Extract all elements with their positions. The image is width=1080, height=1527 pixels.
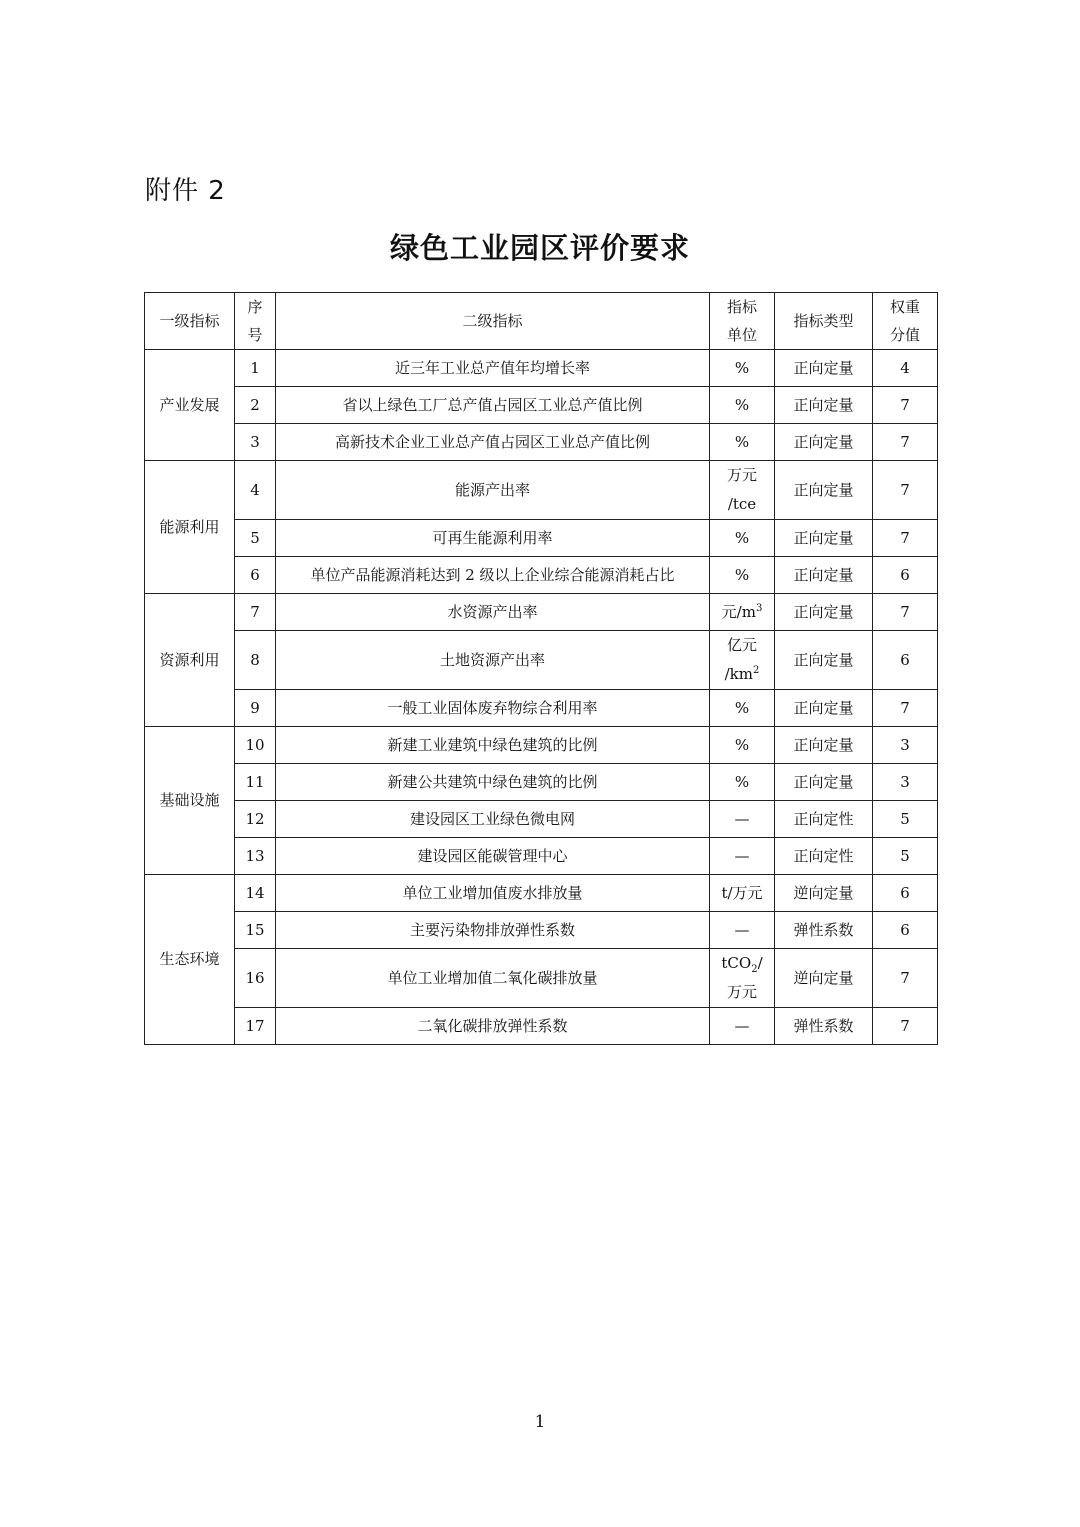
indicator-cell: 近三年工业总产值年均增长率 <box>276 350 710 387</box>
header-seq-line2: 号 <box>247 326 263 344</box>
unit-cell <box>710 631 775 690</box>
type-cell: 正向定性 <box>775 801 873 838</box>
unit-line1: 亿元 <box>726 636 757 654</box>
unit-subscript: 2 <box>751 964 758 975</box>
table-row <box>145 690 938 727</box>
weight-cell: 5 <box>873 838 938 875</box>
weight-cell: 7 <box>873 424 938 461</box>
indicator-cell: 水资源产出率 <box>276 594 710 631</box>
type-cell: 正向定量 <box>775 557 873 594</box>
seq-cell: 1 <box>235 350 276 387</box>
table-row <box>145 520 938 557</box>
table-row <box>145 631 938 690</box>
seq-cell: 14 <box>235 875 276 912</box>
indicator-cell: 新建公共建筑中绿色建筑的比例 <box>276 764 710 801</box>
unit-cell <box>710 949 775 1008</box>
unit-cell: % <box>710 424 775 461</box>
unit-superscript: 2 <box>753 665 760 676</box>
table-row <box>145 801 938 838</box>
page-title: 绿色工业园区评价要求 <box>389 231 690 265</box>
seq-cell: 7 <box>235 594 276 631</box>
page-number: 1 <box>534 1412 546 1432</box>
unit-tail: / <box>757 954 763 972</box>
table-row <box>145 875 938 912</box>
weight-cell: 6 <box>873 557 938 594</box>
weight-cell: 7 <box>873 690 938 727</box>
weight-cell: 6 <box>873 631 938 690</box>
indicator-cell: 一般工业固体废弃物综合利用率 <box>276 690 710 727</box>
table-row <box>145 838 938 875</box>
type-cell: 正向定量 <box>775 461 873 520</box>
weight-cell: 7 <box>873 1008 938 1045</box>
indicator-cell: 单位工业增加值废水排放量 <box>276 875 710 912</box>
seq-cell: 16 <box>235 949 276 1008</box>
weight-cell: 7 <box>873 594 938 631</box>
unit-base: /km <box>724 665 753 683</box>
table-row <box>145 461 938 520</box>
type-cell: 正向定性 <box>775 838 873 875</box>
indicator-cell: 主要污染物排放弹性系数 <box>276 912 710 949</box>
header-primary-indicator: 一级指标 <box>145 293 235 350</box>
header-type: 指标类型 <box>775 293 873 350</box>
unit-cell: % <box>710 520 775 557</box>
indicator-cell: 单位产品能源消耗达到 2 级以上企业综合能源消耗占比 <box>276 557 710 594</box>
table-row <box>145 424 938 461</box>
type-cell: 逆向定量 <box>775 949 873 1008</box>
group-label: 基础设施 <box>145 727 235 875</box>
table-row <box>145 387 938 424</box>
header-secondary-indicator: 二级指标 <box>276 293 710 350</box>
seq-cell: 17 <box>235 1008 276 1045</box>
weight-cell: 4 <box>873 350 938 387</box>
header-weight-line1: 权重 <box>889 298 920 316</box>
type-cell: 正向定量 <box>775 350 873 387</box>
unit-cell: t/万元 <box>710 875 775 912</box>
unit-cell: % <box>710 350 775 387</box>
unit-cell: — <box>710 801 775 838</box>
seq-cell: 4 <box>235 461 276 520</box>
seq-cell: 3 <box>235 424 276 461</box>
weight-cell: 7 <box>873 387 938 424</box>
unit-cell: — <box>710 838 775 875</box>
indicator-cell: 二氧化碳排放弹性系数 <box>276 1008 710 1045</box>
unit-line1: 万元 <box>726 466 757 484</box>
table-row <box>145 727 938 764</box>
type-cell: 正向定量 <box>775 387 873 424</box>
unit-base: 元/m <box>721 602 756 621</box>
type-cell: 正向定量 <box>775 594 873 631</box>
seq-cell: 2 <box>235 387 276 424</box>
indicator-cell: 省以上绿色工厂总产值占园区工业总产值比例 <box>276 387 710 424</box>
seq-cell: 15 <box>235 912 276 949</box>
seq-cell: 13 <box>235 838 276 875</box>
unit-cell: — <box>710 912 775 949</box>
type-cell: 弹性系数 <box>775 912 873 949</box>
type-cell: 正向定量 <box>775 727 873 764</box>
unit-cell: % <box>710 690 775 727</box>
table-row <box>145 764 938 801</box>
type-cell: 正向定量 <box>775 764 873 801</box>
weight-cell: 7 <box>873 461 938 520</box>
group-label: 能源利用 <box>145 461 235 594</box>
weight-cell: 6 <box>873 912 938 949</box>
weight-cell: 7 <box>873 949 938 1008</box>
table-row <box>145 949 938 1008</box>
seq-cell: 10 <box>235 727 276 764</box>
indicator-cell: 新建工业建筑中绿色建筑的比例 <box>276 727 710 764</box>
unit-cell: % <box>710 557 775 594</box>
group-label: 资源利用 <box>145 594 235 727</box>
header-unit-line1: 指标 <box>726 298 757 316</box>
weight-cell: 6 <box>873 875 938 912</box>
type-cell: 正向定量 <box>775 520 873 557</box>
unit-cell <box>710 594 775 631</box>
unit-line2: /tce <box>727 495 757 513</box>
attachment-label: 附件 2 <box>145 176 226 206</box>
weight-cell: 3 <box>873 764 938 801</box>
header-weight-line2: 分值 <box>889 326 920 344</box>
group-label: 产业发展 <box>145 350 235 461</box>
indicator-cell: 土地资源产出率 <box>276 631 710 690</box>
group-label: 生态环境 <box>145 875 235 1045</box>
table-row <box>145 912 938 949</box>
type-cell: 正向定量 <box>775 690 873 727</box>
header-unit-line2: 单位 <box>726 326 757 344</box>
seq-cell: 8 <box>235 631 276 690</box>
seq-cell: 11 <box>235 764 276 801</box>
indicator-cell: 单位工业增加值二氧化碳排放量 <box>276 949 710 1008</box>
unit-cell: % <box>710 727 775 764</box>
table-row <box>145 350 938 387</box>
indicator-cell: 可再生能源利用率 <box>276 520 710 557</box>
weight-cell: 3 <box>873 727 938 764</box>
header-seq-line1: 序 <box>247 298 263 316</box>
evaluation-table <box>144 292 938 1045</box>
table-header-row <box>145 293 938 350</box>
seq-cell: 5 <box>235 520 276 557</box>
unit-base: tCO <box>721 954 752 972</box>
table-row <box>145 1008 938 1045</box>
header-weight <box>873 293 938 350</box>
type-cell: 逆向定量 <box>775 875 873 912</box>
header-seq <box>235 293 276 350</box>
unit-line2: 万元 <box>726 983 757 1001</box>
table-row <box>145 594 938 631</box>
seq-cell: 9 <box>235 690 276 727</box>
header-unit <box>710 293 775 350</box>
table-row <box>145 557 938 594</box>
type-cell: 正向定量 <box>775 424 873 461</box>
unit-cell: % <box>710 387 775 424</box>
unit-cell <box>710 461 775 520</box>
weight-cell: 5 <box>873 801 938 838</box>
unit-line1 <box>710 949 774 978</box>
indicator-cell: 能源产出率 <box>276 461 710 520</box>
unit-cell: — <box>710 1008 775 1045</box>
seq-cell: 6 <box>235 557 276 594</box>
unit-line2 <box>710 660 774 689</box>
indicator-cell: 建设园区能碳管理中心 <box>276 838 710 875</box>
indicator-cell: 高新技术企业工业总产值占园区工业总产值比例 <box>276 424 710 461</box>
unit-superscript: 3 <box>755 602 763 614</box>
indicator-cell: 建设园区工业绿色微电网 <box>276 801 710 838</box>
type-cell: 弹性系数 <box>775 1008 873 1045</box>
weight-cell: 7 <box>873 520 938 557</box>
unit-cell: % <box>710 764 775 801</box>
seq-cell: 12 <box>235 801 276 838</box>
type-cell: 正向定量 <box>775 631 873 690</box>
